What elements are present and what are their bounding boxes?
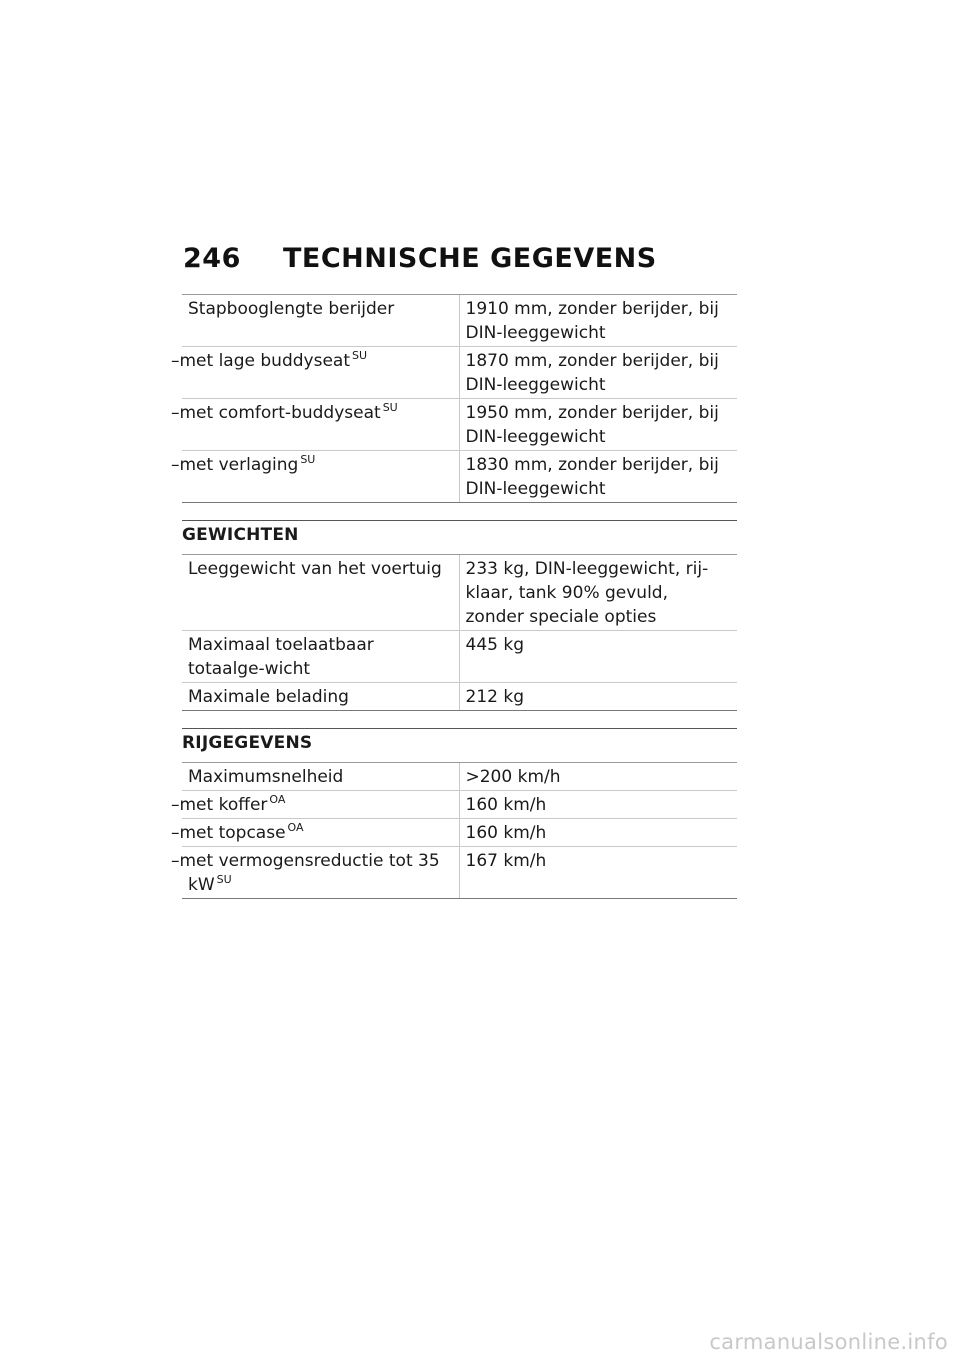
spec-label: –met comfort-buddyseat $^{SU}$: [182, 399, 459, 451]
spec-label: –met verlaging $^{SU}$: [182, 451, 459, 503]
section-heading-rijgegevens: RIJGEGEVENS: [182, 728, 737, 762]
rijgegevens-table: [171, 762, 737, 899]
page-title: TECHNISCHE GEGEVENS: [283, 243, 657, 274]
footnote-marker: SU: [300, 453, 316, 466]
page-content: [171, 294, 737, 899]
table-row: [182, 451, 737, 503]
footnote-marker: SU: [382, 401, 398, 414]
footnote-marker: SU: [352, 349, 368, 362]
spec-value: 1910 mm, zonder berijder, bij DIN-leeggewicht: [459, 295, 737, 347]
spec-label: –met vermogensreductie tot 35 kW $^{SU}$: [182, 847, 459, 899]
spec-label: –met topcase $^{OA}$: [182, 819, 459, 847]
table-row: [182, 847, 737, 899]
spec-value: 1830 mm, zonder berijder, bij DIN-leeggewicht: [459, 451, 737, 503]
spec-value: 160 km/h: [459, 819, 737, 847]
footnote-marker: SU: [216, 873, 232, 886]
spec-label: –met lage buddyseat $^{SU}$: [182, 347, 459, 399]
spec-value: 160 km/h: [459, 791, 737, 819]
watermark: carmanualsonline.info: [709, 1330, 948, 1354]
table-row: [182, 763, 737, 791]
footnote-marker: OA: [269, 793, 286, 806]
spec-value: 167 km/h: [459, 847, 737, 899]
table-row: [182, 631, 737, 683]
spec-value: 212 kg: [459, 683, 737, 711]
section-heading-gewichten: GEWICHTEN: [182, 520, 737, 554]
table-row: [182, 791, 737, 819]
spec-value: 1950 mm, zonder berijder, bij DIN-leeggewicht: [459, 399, 737, 451]
spec-value: 233 kg, DIN-leeggewicht, rij-klaar, tank 90% gevuld, zonder speciale opties: [459, 555, 737, 631]
spec-label: –met koffer $^{OA}$: [182, 791, 459, 819]
table-row: [182, 295, 737, 347]
spec-label: Leeggewicht van het voertuig: [182, 555, 459, 631]
page-header: [183, 243, 657, 274]
spec-label: Maximaal toelaatbaar totaalge-wicht: [182, 631, 459, 683]
spec-label: Maximale belading: [182, 683, 459, 711]
spec-label: Stapbooglengte berijder: [182, 295, 459, 347]
spec-value: 445 kg: [459, 631, 737, 683]
table-row: [182, 399, 737, 451]
table-row: [182, 819, 737, 847]
table-row: [182, 347, 737, 399]
spec-value: >200 km/h: [459, 763, 737, 791]
stapbooglengte-table: [171, 294, 737, 503]
gewichten-table: [182, 554, 737, 711]
spec-label: Maximumsnelheid: [182, 763, 459, 791]
page-number: 246: [183, 243, 241, 274]
footnote-marker: OA: [287, 821, 304, 834]
table-row: [182, 683, 737, 711]
table-row: [182, 555, 737, 631]
spec-value: 1870 mm, zonder berijder, bij DIN-leeggewicht: [459, 347, 737, 399]
